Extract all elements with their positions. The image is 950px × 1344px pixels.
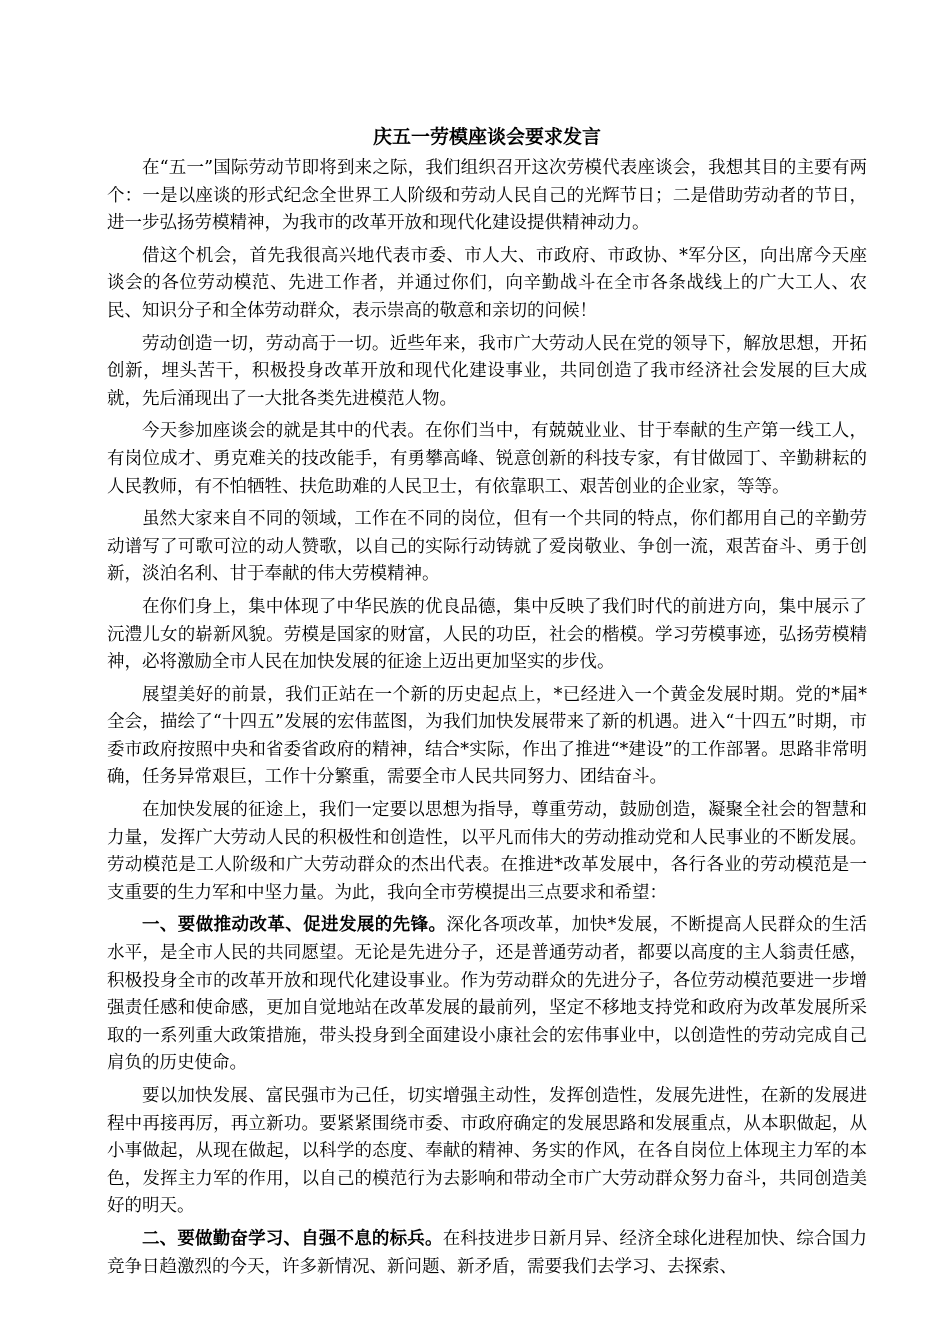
- document-title: 庆五一劳模座谈会要求发言: [372, 126, 601, 148]
- paragraph-4: [107, 418, 867, 501]
- paragraph-10: [107, 1083, 867, 1221]
- paragraph-text: 今天参加座谈会的就是其中的代表。在你们当中，有兢兢业业、甘于奉献的生产第一线工人，有岗位成才、勇克难关的技改能手，有勇攀高峰、锐意创新的科技专家，有甘做园丁、辛勤耕耘的人民教师，有不怕牺牲、扶危助难的人民卫士，有依靠职工、艰苦创业的企业家，等等。: [107, 421, 867, 497]
- paragraph-6: [107, 594, 867, 677]
- paragraph-text: 深化各项改革，加快*发展，不断提高人民群众的生活水平，是全市人民的共同愿望。无论是先进分子，还是普通劳动者，都要以高度的主人翁责任感，积极投身全市的改革开放和现代化建设事业。作为劳动群众的先进分子，各位劳动模范要进一步增强责任感和使命感，更加自觉地站在改革发展的最前列，坚定不移地支持党和政府为改革发展所采取的一系列重大政策措施，带头投身到全面建设小康社会的宏伟事业中，以创造性的劳动完成自己肩负的历史使命。: [107, 915, 867, 1074]
- paragraph-11: [107, 1226, 867, 1281]
- paragraph-3: [107, 331, 867, 414]
- paragraph-1: [107, 155, 867, 238]
- document-page: [107, 122, 867, 1286]
- section-heading-1: 一、要做推动改革、促进发展的先锋。: [142, 915, 447, 936]
- paragraph-2: [107, 243, 867, 326]
- paragraph-8: [107, 797, 867, 907]
- paragraph-text: 劳动创造一切，劳动高于一切。近些年来，我市广大劳动人民在党的领导下，解放思想，开拓创新，埋头苦干，积极投身改革开放和现代化建设事业，共同创造了我市经济社会发展的巨大成就，先后涌现出了一大批各类先进模范人物。: [107, 333, 867, 409]
- paragraph-text: 在加快发展的征途上，我们一定要以思想为指导，尊重劳动，鼓励创造，凝聚全社会的智慧和力量，发挥广大劳动人民的积极性和创造性，以平凡而伟大的劳动推动党和人民事业的不断发展。劳动模范是工人阶级和广大劳动群众的杰出代表。在推进*改革发展中，各行各业的劳动模范是一支重要的生力军和中坚力量。为此，我向全市劳模提出三点要求和希望：: [107, 800, 867, 903]
- paragraph-5: [107, 506, 867, 589]
- paragraph-9: [107, 912, 867, 1078]
- paragraph-text: 要以加快发展、富民强市为己任，切实增强主动性，发挥创造性，发展先进性，在新的发展进程中再接再厉，再立新功。要紧紧围绕市委、市政府确定的发展思路和发展重点，从本职做起，从小事做起，从现在做起，以科学的态度、奉献的精神、务实的作风，在各自岗位上体现主力军的本色，发挥主力军的作用，以自己的模范行为去影响和带动全市广大劳动群众努力奋斗，共同创造美好的明天。: [107, 1086, 867, 1217]
- section-heading-2: 二、要做勤奋学习、自强不息的标兵。: [142, 1228, 443, 1249]
- paragraph-text: 借这个机会，首先我很高兴地代表市委、市人大、市政府、市政协、*军分区，向出席今天座谈会的各位劳动模范、先进工作者，并通过你们，向辛勤战斗在全市各条战线上的广大工人、农民、知识分子和全体劳动群众，表示崇高的敬意和亲切的问候！: [107, 245, 867, 321]
- paragraph-text: 在“五一”国际劳动节即将到来之际，我们组织召开这次劳模代表座谈会，我想其目的主要有两个：一是以座谈的形式纪念全世界工人阶级和劳动人民自己的光辉节日；二是借助劳动者的节日，进一步弘扬劳模精神，为我市的改革开放和现代化建设提供精神动力。: [107, 158, 867, 234]
- paragraph-text: 在科技进步日新月异、经济全球化进程加快、综合国力竞争日趋激烈的今天，许多新情况、新问题、新矛盾，需要我们去学习、去探索、: [107, 1228, 867, 1277]
- paragraph-text: 在你们身上，集中体现了中华民族的优良品德，集中反映了我们时代的前进方向，集中展示了沅澧儿女的崭新风貌。劳模是国家的财富，人民的功臣，社会的楷模。学习劳模事迹，弘扬劳模精神，必将激励全市人民在加快发展的征途上迈出更加坚实的步伐。: [107, 596, 867, 673]
- paragraph-7: [107, 682, 867, 792]
- paragraph-text: 虽然大家来自不同的领域，工作在不同的岗位，但有一个共同的特点，你们都用自己的辛勤劳动谱写了可歌可泣的动人赞歌，以自己的实际行动铸就了爱岗敬业、争创一流，艰苦奋斗、勇于创新，淡泊名利、甘于奉献的伟大劳模精神。: [107, 509, 867, 585]
- paragraph-text: 展望美好的前景，我们正站在一个新的历史起点上，*已经进入一个黄金发展时期。党的*届*全会，描绘了“十四五”发展的宏伟蓝图，为我们加快发展带来了新的机遇。进入“十四五”时期，市委市政府按照中央和省委省政府的精神，结合*实际，作出了推进“*建设”的工作部署。思路非常明确，任务异常艰巨，工作十分繁重，需要全市人民共同努力、团结奋斗。: [107, 684, 867, 788]
